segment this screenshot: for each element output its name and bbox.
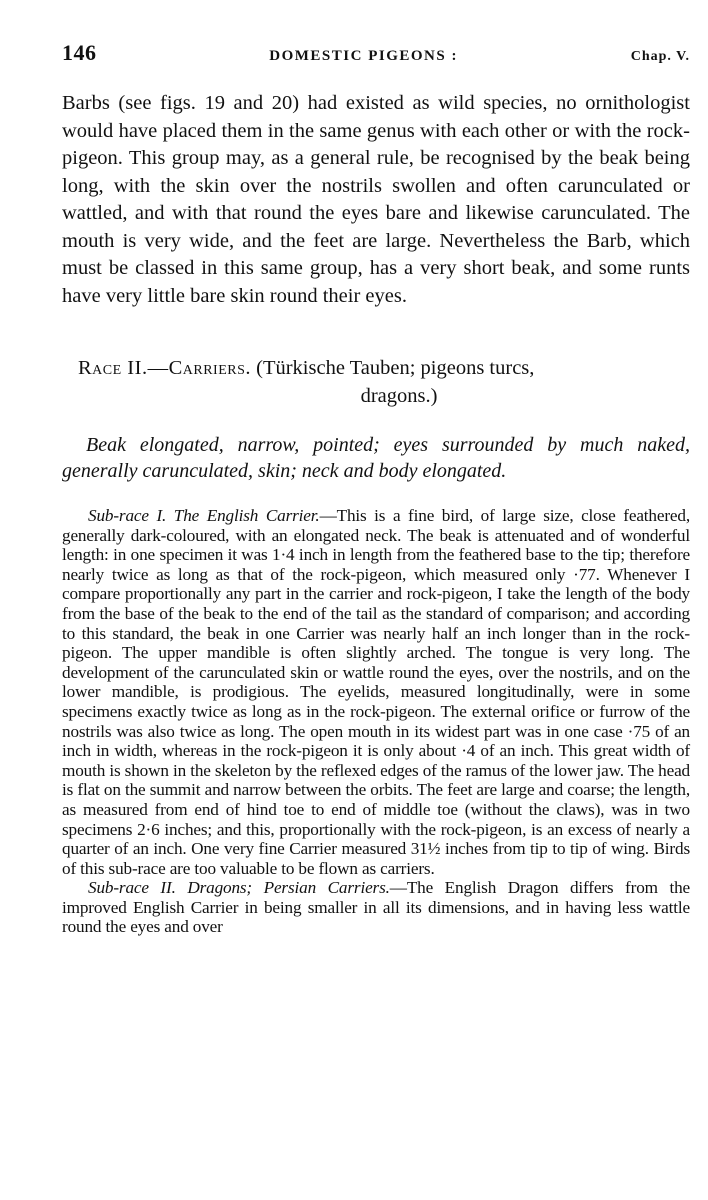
chapter-label: Chap. V. bbox=[630, 49, 690, 64]
subrace-2-text: —The English Dragon differs from the improved English Carrier in being smaller in all its dimensions, and in having less wattle round the eyes and over bbox=[62, 878, 691, 937]
subrace-1-text: —This is a fine bird, of large size, close feathered, generally dark-coloured, with an elongated neck. The beak is attenuated and of wonderful length: in one specimen it was 1·4 inch in length from the feathered base to the tip; therefore nearly twice as long as that of the rock-pigeon, which measured only ·77. Whenever I compare proportionally any part in the carrier and rock-pigeon, I take the length of the body from the base of the beak to the end of the tail as the standard of comparison; and according to this standard, the beak in one Carrier was nearly half an inch longer than in the rock-pigeon. The upper mandible is often slightly arched. The tongue is very long. The development of the carunculated skin or wattle round the eyes, over the nostrils, and on the lower mandible, is prodigious. The eyelids, measured longitudinally, were in some specimens exactly twice as long as in the rock-pigeon. The external orifice or furrow of the nostrils was also twice as long. The open mouth in its widest part was in one case ·75 of an inch in width, whereas in the rock-pigeon it is only about ·4 of an inch. This great width of mouth is shown in the skeleton by the reflexed edges of the ramus of the lower jaw. The head is flat on the summit and narrow between the orbits. The feet are large and coarse; the length, as measured from end of hind toe to end of middle toe (without the claws), was in two specimens 2·6 inches; and this, proportionally with the rock-pigeon, is an excess of nearly a quarter of an inch. One very fine Carrier measured 31½ inches from tip to tip of wing. Birds of this sub-race are too valuable to be flown as carriers. bbox=[62, 506, 690, 878]
subrace-1-title: Sub-race I. The English Carrier. bbox=[88, 506, 320, 525]
subrace-2-title: Sub-race II. Dragons; Persian Carriers. bbox=[88, 878, 390, 898]
race-synonyms-line2: dragons.) bbox=[360, 385, 438, 407]
intro-paragraph: Barbs (see figs. 19 and 20) had existed as wild species, no ornithologist would have placed them in the same genus with each other or with the rock-pigeon. This group may, as a general rule, be recognised by the beak being long, with the skin over the nostrils swollen and often carunculated or wattled, and with that round the eyes bare and likewise carunculated. The mouth is very wide, and the feet are large. Nevertheless the Barb, which must be classed in this same group, has a very short beak, and some runts have very little bare skin round their eyes. bbox=[62, 92, 690, 307]
subrace-2-paragraph bbox=[62, 878, 690, 937]
race-heading bbox=[62, 354, 690, 410]
race-synonyms-line1: (Türkische Tauben; pigeons turcs, bbox=[256, 357, 535, 379]
race-characters: Beak elongated, narrow, pointed; eyes surrounded by much naked, generally carunculated, skin; neck and body elongated. bbox=[62, 434, 690, 482]
race-label: Race II.—Carriers. bbox=[78, 357, 251, 379]
running-title: DOMESTIC PIGEONS : bbox=[269, 48, 458, 64]
page-header bbox=[62, 40, 690, 72]
page bbox=[62, 40, 690, 937]
subrace-1-paragraph bbox=[62, 506, 690, 878]
page-number: 146 bbox=[62, 40, 97, 65]
